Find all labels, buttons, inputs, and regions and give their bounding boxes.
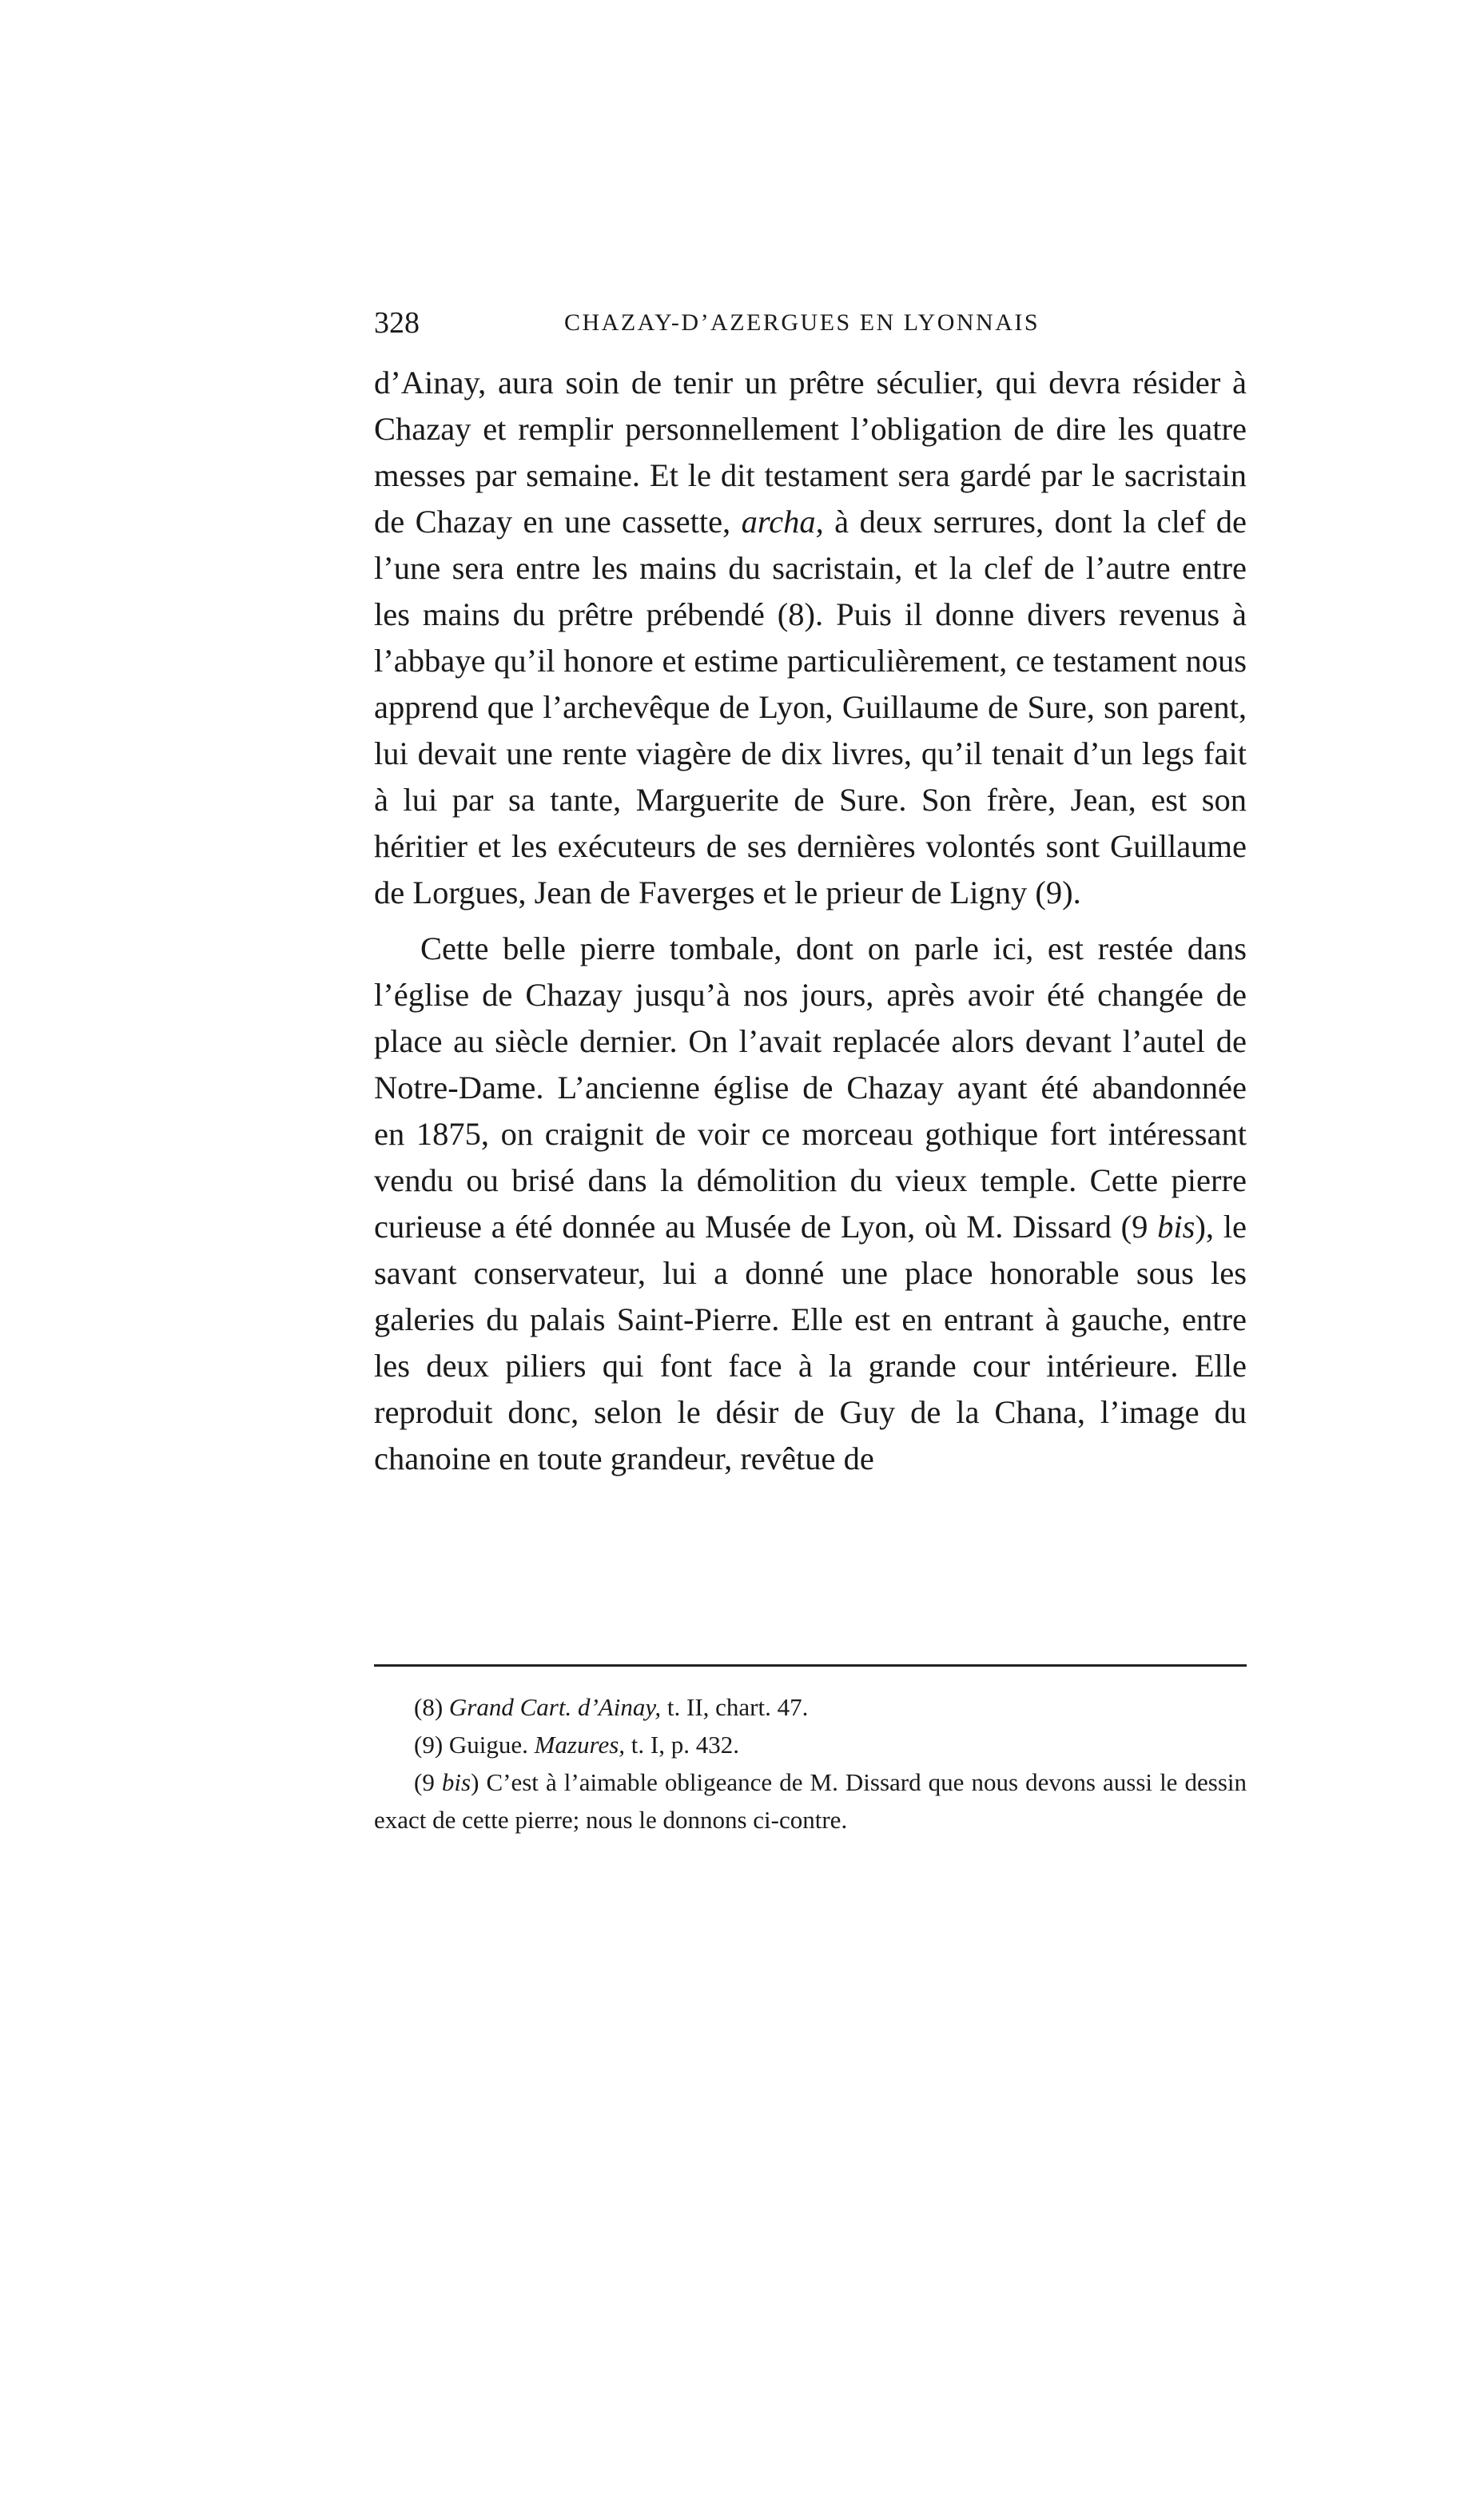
footnote-8-number: (8) — [414, 1693, 449, 1721]
paragraph-2 — [374, 926, 1247, 1482]
footnote-8-title: Grand Cart. d’Ainay, — [448, 1693, 662, 1721]
paragraph-2-italic-bis: bis — [1157, 1209, 1196, 1245]
paragraph-2-part-1: Cette belle pierre tombale, dont on parle ici, est restée dans l’église de Chazay jusqu’à nos jours, après avoir été changée de place au siècle dernier. On l’avait replacée alors devant l’autel de Notre-Dame. L’ancienne église de Chazay ayant été abandonnée en 1875, on craignit de voir ce morceau gothique fort intéressant vendu ou brisé dans la démolition du vieux temple. Cette pierre curieuse a été donnée au Musée de Lyon, où M. Dissard (9 — [374, 930, 1247, 1245]
footnote-9bis-open: (9 — [414, 1768, 442, 1796]
page-header — [374, 299, 1247, 347]
footnotes — [374, 1688, 1247, 1839]
footnote-9-title: Mazures, — [534, 1731, 626, 1759]
footnote-divider — [374, 1664, 1247, 1667]
footnote-8-reference: t. II, chart. 47. — [661, 1693, 809, 1721]
footnote-9bis — [374, 1763, 1247, 1839]
footnote-9-author: Guigue. — [448, 1731, 535, 1759]
main-text — [374, 360, 1247, 1482]
footnote-9bis-bis: bis — [441, 1768, 471, 1796]
footnote-8 — [374, 1688, 1247, 1726]
page-number: 328 — [374, 306, 420, 340]
paragraph-1-italic-archa: archa, — [741, 504, 824, 540]
paragraph-1 — [374, 360, 1247, 916]
running-title: CHAZAY-D’AZERGUES EN LYONNAIS — [564, 309, 1040, 336]
footnote-9bis-text: C’est à l’aimable obligeance de M. Dissard que nous devons aussi le dessin exact de cette pierre; nous le donnons ci-contre. — [374, 1768, 1247, 1834]
paragraph-1-part-1: d’Ainay, aura soin de tenir un prêtre séculier, qui devra résider à Chazay et remplir personnellement l’obligation de dire les quatre messes par semaine. Et le dit testament sera gardé par le sacristain de Chazay en une cassette, — [374, 365, 1247, 540]
footnote-9bis-close: ) — [471, 1768, 487, 1796]
paragraph-1-part-2: à deux serrures, dont la clef de l’une sera entre les mains du sacristain, et la clef de l’autre entre les mains du prêtre prébendé (8). Puis il donne divers revenus à l’abbaye qu’il honore et estime particulièrement, ce testament nous apprend que l’archevêque de Lyon, Guillaume de Sure, son parent, lui devait une rente viagère de dix livres, qu’il tenait d’un legs fait à lui par sa tante, Marguerite de Sure. Son frère, Jean, est son héritier et les exécuteurs de ses dernières volontés sont Guillaume de Lorgues, Jean de Faverges et le prieur de Ligny (9). — [374, 504, 1247, 910]
paragraph-2-part-2: ), le savant conservateur, lui a donné une place honorable sous les galeries du palais Saint-Pierre. Elle est en entrant à gauche, entre les deux piliers qui font face à la grande cour intérieure. Elle reproduit donc, selon le désir de Guy de la Chana, l’image du chanoine en toute grandeur, revêtue de — [374, 1209, 1247, 1476]
footnote-9-reference: t. I, p. 432. — [625, 1731, 739, 1759]
footnote-9 — [374, 1726, 1247, 1763]
footnote-9-number: (9) — [414, 1731, 449, 1759]
